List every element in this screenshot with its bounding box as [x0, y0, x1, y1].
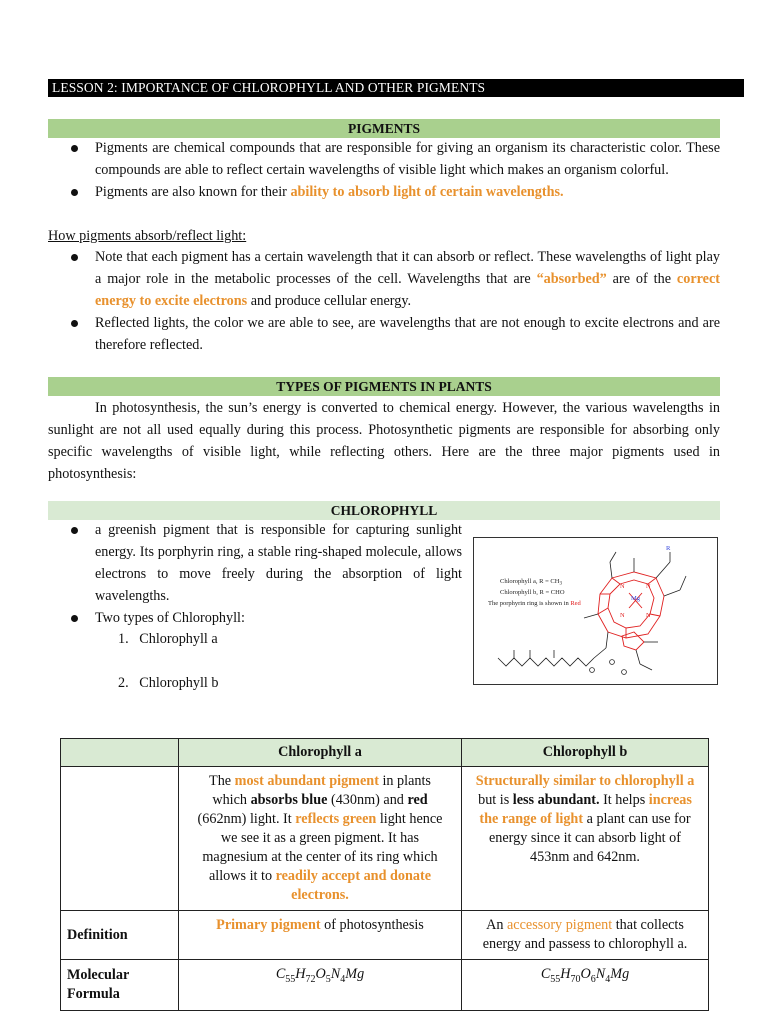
col-header-a: Chlorophyll a: [179, 739, 462, 767]
description-b: Structurally similar to chlorophyll a but is less abundant. It helps increas the range of light a plant can use for energy since it can absorb light of 453nm and 642nm.: [462, 767, 709, 911]
formula-a: $C_{55}H_{72}O_5N_4Mg$: [179, 960, 462, 1011]
bullet-text: and produce cellular energy.: [247, 293, 412, 309]
highlight-absorbed: “absorbed”: [536, 271, 607, 287]
lesson-title: LESSON 2: IMPORTANCE OF CHLOROPHYLL AND OTHER PIGMENTS: [48, 79, 744, 97]
definition-a: Primary pigment of photosynthesis: [179, 911, 462, 960]
highlight-excite: correct energy to excite electrons: [95, 271, 720, 309]
porphyrin-ring: [598, 572, 664, 650]
chlorophyll-bullets: [48, 519, 462, 629]
list-item: 2. Chlorophyll b: [118, 675, 219, 691]
table-row: [61, 960, 709, 1011]
definition-label: Definition: [61, 911, 179, 960]
chlorophyll-structure-figure: [473, 537, 718, 685]
types-heading: TYPES OF PIGMENTS IN PLANTS: [48, 377, 720, 396]
table-cell-empty: [61, 767, 179, 911]
n-label: N: [620, 612, 625, 619]
pigments-heading: PIGMENTS: [48, 119, 720, 138]
pigments-bullet-3: [48, 246, 720, 312]
pigments-bullet-4: Reflected lights, the color we are able to see, are wavelengths that are not enough to excite electrons and are therefore reflected.: [48, 312, 720, 356]
bullet-text: Pigments are also known for their: [95, 184, 291, 200]
pigments-bullet-1: Pigments are chemical compounds that are responsible for giving an organism its characteristic color. These compounds are able to reflect certain wavelengths of visible light which makes an organism colorful.: [48, 137, 720, 181]
how-bullets: [48, 246, 720, 356]
pigments-bullets: [48, 137, 720, 203]
table-row: [61, 767, 709, 911]
n-label: N: [620, 583, 625, 590]
figure-caption-1: Chlorophyll a, $R = CH_3$: [500, 578, 562, 587]
n-label: N: [646, 583, 651, 590]
types-paragraph: In photosynthesis, the sun’s energy is converted to chemical energy. However, the various wavelengths in sunlight are not all used equally during this process. Photosynthetic pigments are responsible for absorbing only specific wavelengths of visible light, while reflecting others. Here are the three major pigments used in photosynthesis:: [48, 400, 720, 482]
definition-b: An accessory pigment that collects energy and passess to chlorophyll a.: [462, 911, 709, 960]
table-row: [61, 739, 709, 767]
highlight-absorb: ability to absorb light of certain wavelengths.: [290, 184, 564, 200]
chlorophyll-bullet-1: a greenish pigment that is responsible for capturing sunlight energy. Its porphyrin ring, a stable ring-shaped molecule, allows electrons to move freely during the absorption of light wavelengths.: [48, 519, 462, 607]
chlorophyll-bullet-2: Two types of Chlorophyll:: [48, 607, 462, 629]
mg-label: Mg: [631, 595, 641, 602]
how-pigments-subheading: How pigments absorb/reflect light:: [48, 228, 247, 244]
figure-caption-3: The porphyrin ring is shown in Red: [488, 600, 581, 607]
formula-label: Molecular Formula: [61, 960, 179, 1011]
figure-caption-2: Chlorophyll b, R = CHO: [500, 589, 565, 596]
n-label: N: [646, 612, 651, 619]
col-header-b: Chlorophyll b: [462, 739, 709, 767]
list-item: 1. Chlorophyll a: [118, 631, 218, 647]
table-cell-empty: [61, 739, 179, 767]
bullet-text: are of the: [606, 271, 677, 287]
table-row: [61, 911, 709, 960]
formula-b: $C_{55}H_{70}O_6N_4Mg$: [462, 960, 709, 1011]
chlorophyll-heading: CHLOROPHYLL: [48, 501, 720, 520]
chlorophyll-comparison-table: [60, 738, 709, 1011]
r-label: R: [666, 545, 671, 552]
pigments-bullet-2: [48, 181, 720, 203]
side-chains: [498, 552, 686, 674]
description-a: The most abundant pigment in plants which absorbs blue (430nm) and red (662nm) light. It reflects green light hence we see it as a green pigment. It has magnesium at the center of its ring which allows it to readily accept and donate electrons.: [179, 767, 462, 911]
porphyrin-diagram: [474, 538, 717, 684]
bullet-text: Note that each pigment has a certain wavelength that it can absorb or reflect. These wavelengths of light play a major role in the metabolic processes of the cell. Wavelengths that are: [95, 249, 720, 287]
